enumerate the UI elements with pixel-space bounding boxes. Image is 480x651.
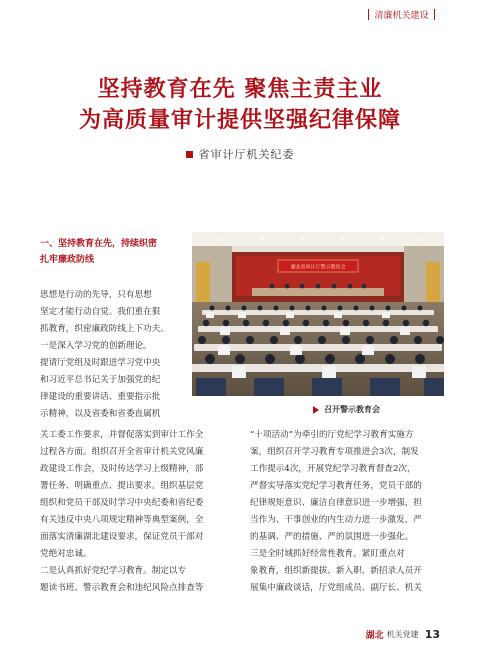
text-line: 提请厅党组及时跟进学习党中央	[40, 358, 161, 368]
section-title-line: 一、坚持教育在先，持续织密	[40, 239, 158, 249]
text-line: 关工委工作要求，并督促落实到审计工作全	[40, 430, 204, 440]
text-line: 纪律规矩意识、廉洁自律意识进一步增强，担	[250, 498, 422, 508]
text-line: 展集中廉政谈话，厅党组成员、副厅长、机关	[250, 583, 422, 593]
text-line: 一是深入学习党的创新理论。	[40, 341, 152, 351]
right-column-text	[250, 427, 444, 597]
text-line: 署任务、明确重点、提出要求。组织基层党	[40, 481, 204, 491]
caption-triangle-icon	[313, 406, 319, 414]
page-footer	[366, 628, 440, 641]
headline-line-2: 为高质量审计提供坚强纪律保障	[78, 107, 401, 133]
text-line: 党绝对忠诚。	[40, 549, 92, 559]
text-line: 面落实清廉湖北建设要求，保证党员干部对	[40, 532, 204, 542]
text-line: 和习近平总书记关于加强党的纪	[40, 375, 161, 385]
byline	[0, 146, 480, 162]
photo-caption	[313, 404, 380, 415]
headline-line-1: 坚持教育在先 聚焦主责主业	[97, 76, 383, 102]
text-line: 坚定才能行动自觉。我们重在狠	[40, 307, 161, 317]
footer-publication: 机关党建	[386, 630, 419, 639]
text-line: 有关违反中央八项规定精神等典型案例，全	[40, 515, 204, 525]
text-line: 题读书班、警示教育会和违纪风险点排查等	[40, 583, 204, 593]
text-line: 工作提示4次，开展党纪学习教育督查2次，	[250, 464, 416, 474]
meeting-photo	[192, 232, 444, 396]
text-line: 严督实导落实党纪学习教育任务，党员干部的	[250, 481, 422, 491]
left-column-continued	[40, 427, 238, 597]
text-line: 律建设的重要讲话、重要指示批	[40, 392, 161, 402]
text-line: 思想是行动的先导，只有思想	[40, 290, 152, 300]
text-line: “十项活动”为牵引的厅党纪学习教育实施方	[250, 430, 414, 440]
text-line: 三是全时域抓好经常性教育。紧盯重点对	[250, 549, 405, 559]
photo-caption-text: 召开警示教育会	[324, 405, 380, 414]
text-line: 组织和党员干部及时学习中央纪委和省纪委	[40, 498, 204, 508]
text-line: 的基调、严的措施、严的氛围进一步强化。	[250, 532, 414, 542]
text-line: 过程各方面。组织召开全省审计机关党风廉	[40, 447, 204, 457]
section-title	[40, 236, 190, 268]
text-line: 示精神，以及省委和省委直属机	[40, 409, 161, 419]
text-line: 案，组织召开学习教育专项推进会3次，制发	[250, 447, 419, 457]
page-number: 13	[424, 628, 440, 641]
text-line: 二是认真抓好党纪学习教育。制定以专	[40, 566, 187, 576]
text-line: 象教育，组织新提拔、新入职、新招录人员开	[250, 566, 422, 576]
left-column-text	[40, 287, 190, 423]
byline-author: 省审计厅机关纪委	[198, 148, 295, 161]
byline-square-icon	[186, 151, 193, 158]
text-line: 抓教育，织密廉政防线上下功夫。	[40, 324, 169, 334]
tag-divider-left	[368, 9, 370, 20]
footer-brand: 湖北	[365, 631, 384, 641]
text-line: 当作为、干事创业的内生动力进一步激发，严	[250, 515, 422, 525]
stage-banner-text: 湖北省审计厅警示教育会	[290, 264, 346, 271]
column-tag	[363, 6, 440, 22]
section-title-line: 扎牢廉政防线	[40, 255, 95, 265]
meeting-photo-illustration	[192, 232, 444, 396]
text-line: 政建设工作会，及时传达学习上级精神，部	[40, 464, 204, 474]
tag-divider-right	[434, 9, 436, 20]
column-tag-label: 清廉机关建设	[374, 10, 429, 21]
